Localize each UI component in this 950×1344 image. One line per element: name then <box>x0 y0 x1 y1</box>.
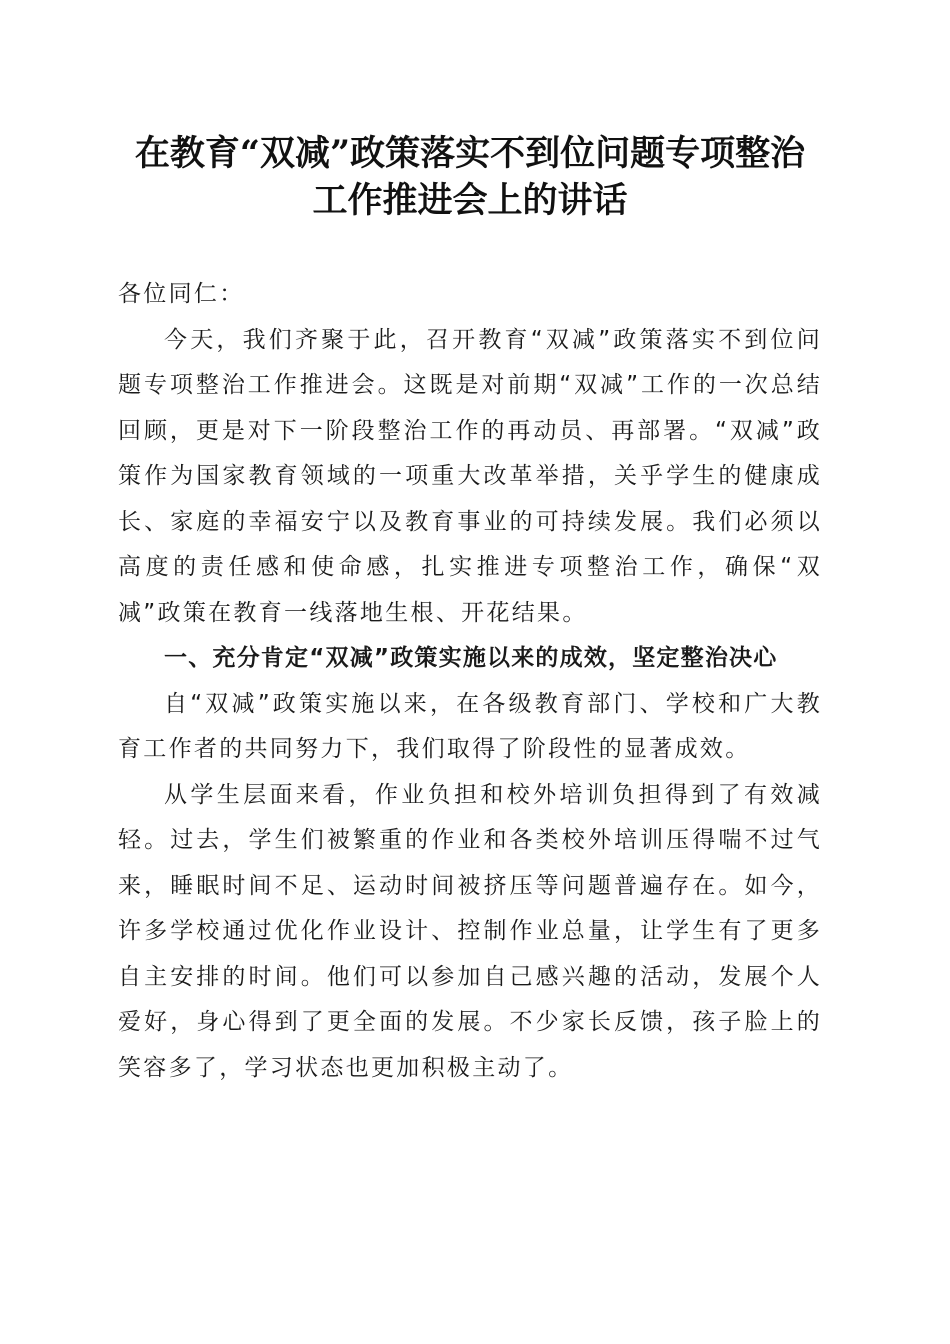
title-line-2: 工作推进会上的讲话 <box>312 180 628 221</box>
document-body <box>118 272 822 1091</box>
document-page <box>118 130 822 1091</box>
section-heading-1: 一、充分肯定“双减”政策实施以来的成效，坚定整治决心 <box>164 645 778 671</box>
salutation: 各位同仁： <box>118 281 245 307</box>
section1-paragraph-2: 从学生层面来看，作业负担和校外培训负担得到了有效减轻。过去，学生们被繁重的作业和各类校外培训压得喘不过气来，睡眠时间不足、运动时间被挤压等问题普遍存在。如今，许多学校通过优化作业设计、控制作业总量，让学生有了更多自主安排的时间。他们可以参加自己感兴趣的活动，发展个人爱好，身心得到了更全面的发展。不少家长反馈，孩子脸上的笑容多了，学习状态也更加积极主动了。 <box>118 781 822 1081</box>
opening-paragraph: 今天，我们齐聚于此，召开教育“双减”政策落实不到位问题专项整治工作推进会。这既是对前期“双减”工作的一次总结回顾，更是对下一阶段整治工作的再动员、再部署。“双减”政策作为国家教育领域的一项重大改革举措，关乎学生的健康成长、家庭的幸福安宁以及教育事业的可持续发展。我们必须以高度的责任感和使命感，扎实推进专项整治工作，确保“双减”政策在教育一线落地生根、开花结果。 <box>118 326 822 626</box>
section1-paragraph-1: 自“双减”政策实施以来，在各级教育部门、学校和广大教育工作者的共同努力下，我们取得了阶段性的显著成效。 <box>118 690 822 762</box>
document-title <box>118 130 822 224</box>
title-line-1: 在教育“双减”政策落实不到位问题专项整治 <box>134 133 806 174</box>
